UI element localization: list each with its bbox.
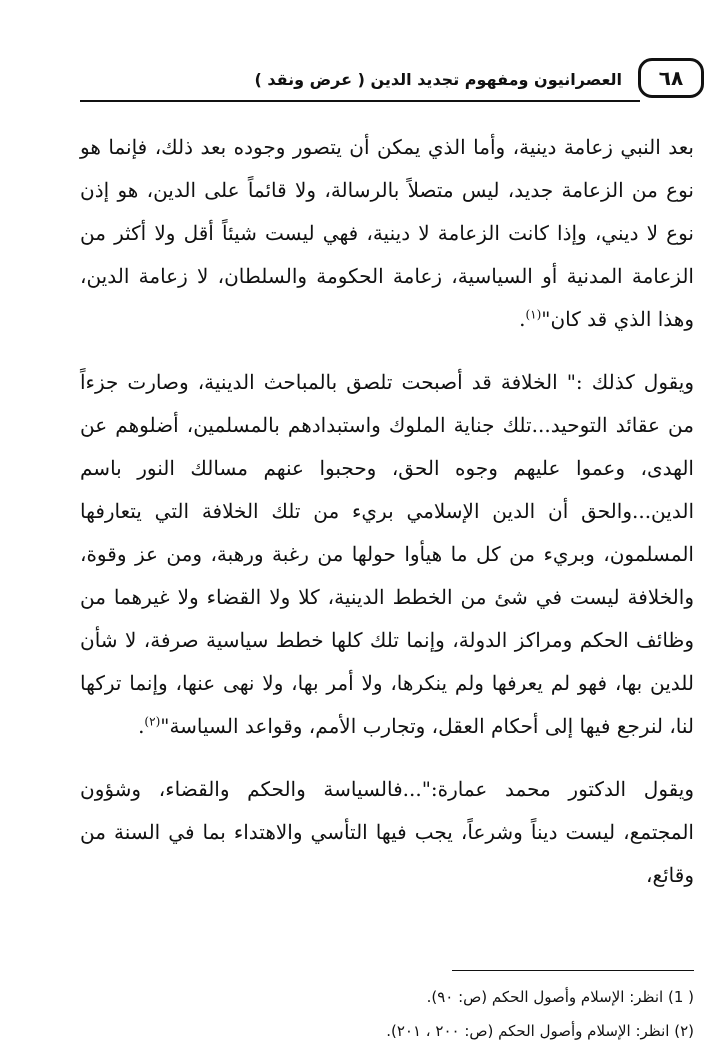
paragraph-text: ويقول كذلك :" الخلافة قد أصبحت تلصق بالمباحث الدينية، وصارت جزءاً من عقائد التوحيد...تلك جناية الملوك واستبدادهم بالمسلمين، أضلوهم عن الهدى، وعموا عليهم وجوه الحق، وحجبوا عنهم مسالك النور باسم الدين...والحق أن الدين الإسلامي بريء من تلك الخلافة التي يتعارفها المسلمون، وبريء من كل ما هيأوا حولها من رغبة ورهبة، ومن عز وقوة، والخلافة ليست في شئ من الخطط الدينية، كلا ولا القضاء ولا غيرهما من وظائف الحكم ومراكز الدولة، وإنما تلك كلها خطط سياسية صرفة، لا شأن للدين بها، فهو لم يعرفها ولم ينكرها، ولا أمر بها، ولا نهى عنها، وإنما تركها لنا، لنرجع فيها إلى أحكام العقل، وتجارب الأمم، وقواعد السياسة": [80, 370, 694, 738]
paragraph: [80, 126, 694, 341]
footnote: ( 1) انظر: الإسلام وأصول الحكم (ص: ٩٠).: [426, 988, 694, 1006]
paragraph: [80, 768, 694, 897]
paragraph-end: .: [138, 714, 145, 738]
paragraph-text: ويقول الدكتور محمد عمارة:"...فالسياسة والحكم والقضاء، وشؤون المجتمع، ليست ديناً وشرعاً، يجب فيها التأسي والاهتداء بما في السنة من وقائع،: [80, 777, 694, 887]
footnote: (٢) انظر: الإسلام وأصول الحكم (ص: ٢٠٠ ، ٢٠١).: [386, 1022, 694, 1040]
paragraph-end: .: [519, 307, 526, 331]
footnote-divider: [452, 970, 694, 971]
footnotes: [300, 980, 694, 1048]
main-text: [80, 126, 694, 897]
footnote-ref: (١): [525, 307, 542, 322]
header-divider: [80, 100, 640, 102]
running-title: العصرانيون ومفهوم تجديد الدين ( عرض ونقد ): [254, 70, 622, 89]
footnote-ref: (٢): [144, 714, 161, 729]
page-number: ٦٨: [638, 58, 704, 98]
paragraph-text: بعد النبي زعامة دينية، وأما الذي يمكن أن يتصور وجوده بعد ذلك، فإنما هو نوع من الزعامة جديد، ليس متصلاً بالرسالة، ولا قائماً على الدين، هو إذن نوع لا ديني، وإذا كانت الزعامة لا دينية، فهي ليست شيئاً أقل ولا أكثر من الزعامة المدنية أو السياسية، زعامة الحكومة والسلطان، لا زعامة الدين، وهذا الذي قد كان": [80, 135, 694, 331]
page-header: [60, 56, 704, 108]
paragraph: [80, 361, 694, 748]
